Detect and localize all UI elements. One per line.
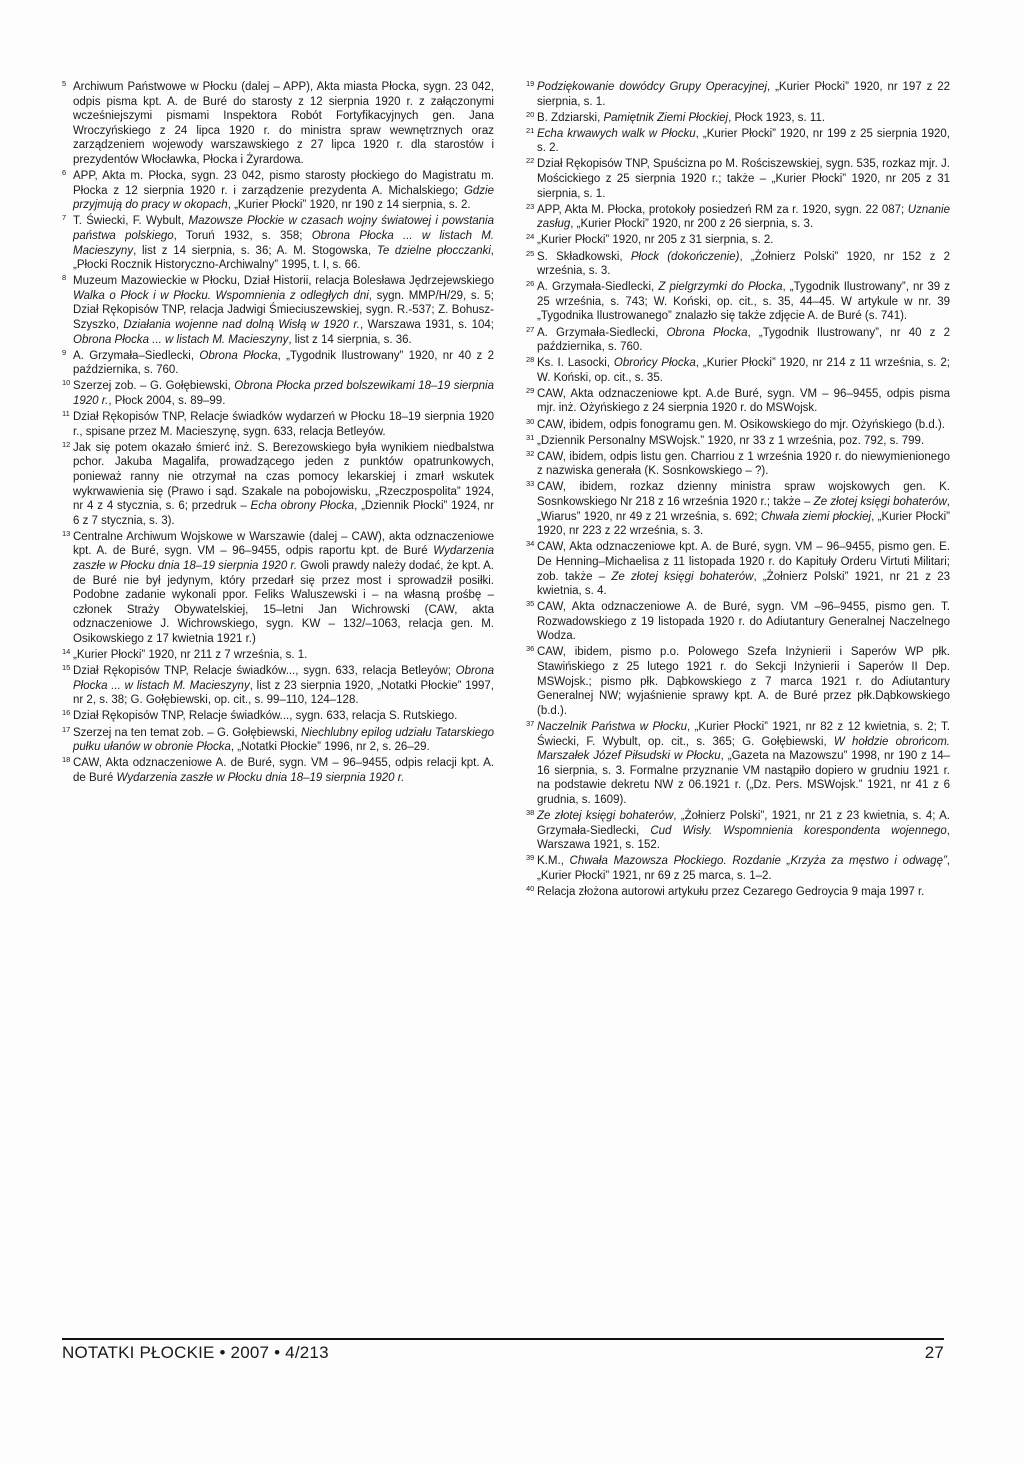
footnote-23: 23 APP, Akta M. Płocka, protokoły posiedzeń RM za r. 1920, sygn. 22 087; Uznanie zasług, „Kurier Płocki” 1920, nr 200 z 26 sierpnia, s. 3. [526, 201, 950, 231]
footnote-11: 11 Dział Rękopisów TNP, Relacje świadków wydarzeń w Płocku 18–19 sierpnia 1920 r., spisane przez M. Macieszynę, sygn. 633, relacja Betleyów. [62, 409, 494, 438]
footnote-28: 28 Ks. I. Lasocki, Obrońcy Płocka, „Kurier Płocki” 1920, nr 214 z 11 września, s. 2; W. Koński, op. cit., s. 35. [526, 355, 950, 384]
footnote-40: 40 Relacja złożona autorowi artykułu przez Cezarego Gedroycia 9 maja 1997 r. [526, 883, 925, 898]
footnote-text: CAW, ibidem, rozkaz dzienny ministra spraw wojskowych gen. K. Sosnkowskiego Nr 218 z 16 września 1920 r.; także – Ze złotej księgi bohaterów, „Wiarus” 1920, nr 49 z 21 września, s. 692; Chwała ziemi płockiej, „Kurier Płocki” 1920, nr 223 z 22 września, s. 3. [537, 481, 950, 538]
footnote-text: Centralne Archiwum Wojskowe w Warszawie (dalej – CAW), akta odznaczeniowe kpt. A. de Buré, sygn. VM – 96–9455, odpis raportu kpt. de Buré Wydarzenia zaszłe w Płocku dnia 18–19 sierpnia 1920 r. Gwoli prawdy należy dodać, że kpt. A. de Buré nie był jedynym, który przedarł się przez most i sprowadził posiłki. Podobne zadanie wykonali ppor. Feliks Waluszewski i – na własną prośbę – członek Straży Obywatelskiej, 15–letni Jan Wichrowski (CAW, akta odznaczeniowe J. Wichrowskiego, sygn. KW – 132/–1063, relacja gen. M. Osikowskiego z 17 kwietnia 1921 r.) [73, 530, 494, 645]
footnote-13: 13 Centralne Archiwum Wojskowe w Warszawie (dalej – CAW), akta odznaczeniowe kpt. A. de Buré, sygn. VM – 96–9455, odpis raportu kpt. de Buré Wydarzenia zaszłe w Płocku dnia 18–19 sierpnia 1920 r. Gwoli prawdy należy dodać, że kpt. A. de Buré nie był jedynym, który przedarł się przez most i sprowadził posiłki. Podobne zadanie wykonali ppor. Feliks Waluszewski i – na własną prośbę – członek Straży Obywatelskiej, 15–letni Jan Wichrowski (CAW, akta odznaczeniowe J. Wichrowskiego, sygn. KW – 132/–1063, relacja gen. M. Osikowskiego z 17 kwietnia 1921 r.) [62, 528, 494, 645]
footnote-17: 17 Szerzej na ten temat zob. – G. Gołębiewski, Niechlubny epilog udziału Tatarskiego pułku ułanów w obronie Płocka, „Notatki Płockie” 1996, nr 2, s. 26–29. [62, 724, 494, 754]
footnote-text: A. Grzymała-Siedlecki, Z pielgrzymki do Płocka, „Tygodnik Ilustrowany”, nr 39 z 25 września, s. 743; W. Koński, op. cit., s. 35, 44–45. W artykule w nr. 39 „Tygodnika Ilustrowanego” znalazło się także zdjęcie A. de Buré (s. 741). [537, 281, 950, 323]
footnote-text: Dział Rękopisów TNP, Relacje świadków..., sygn. 633, relacja Betleyów; Obrona Płocka ... w listach M. Macieszyny, list z 23 sierpnia 1920, „Notatki Płockie” 1997, nr 2, s. 38; G. Gołębiewski, op. cit., s. 99–110, 124–128. [73, 665, 495, 707]
footnote-text: „Kurier Płocki” 1920, nr 211 z 7 września, s. 1. [73, 649, 308, 662]
footnote-8: 8 Muzeum Mazowieckie w Płocku, Dział Historii, relacja Bolesława Jędrzejewskiego Walka o Płock i w Płocku. Wspomnienia z odległych dni, sygn. MMP/H/29, s. 5; Dział Rękopisów TNP, relacja Jadwigi Śmieciuszewskiej, sygn. R.-537; Z. Bohusz-Szyszko, Działania wojenne nad dolną Wisłą w 1920 r., Warszawa 1931, s. 104; Obrona Płocka ... w listach M. Macieszyny, list z 14 sierpnia, s. 36. [62, 273, 494, 346]
footnote-text: A. Grzymała–Siedlecki, Obrona Płocka, „Tygodnik Ilustrowany” 1920, nr 40 z 2 października, s. 760. [73, 349, 494, 377]
footnote-34: 34 CAW, Akta odznaczeniowe kpt. A. de Buré, sygn. VM – 96–9455, pismo gen. E. De Henning–Michaelisa z 11 listopada 1920 r. do Kapituły Orderu Virtuti Militari; zob. także – Ze złotej księgi bohaterów, „Żołnierz Polski” 1921, nr 21 z 23 kwietnia, s. 4. [526, 539, 950, 598]
footnote-37: 37 Naczelnik Państwa w Płocku, „Kurier Płocki” 1921, nr 82 z 12 kwietnia, s. 2; T. Świecki, F. Wybult, op. cit., s. 365; G. Gołębiewski, W hołdzie obrońcom. Marszałek Józef Piłsudski w Płocku, „Gazeta na Mazowszu” 1998, nr 190 z 14–16 sierpnia, s. 3. Formalne przyznanie VM nastąpiło dopiero w grudniu 1921 r. na podstawie dekretu NW z 06.1921 r. („Dz. Pers. MSWojsk.” 1921, nr 41 z 6 grudnia, s. 1609). [526, 718, 950, 806]
footnote-39: 39 K.M., Chwała Mazowsza Płockiego. Rozdanie „Krzyża za męstwo i odwagę”, „Kurier Płocki” 1921, nr 69 z 25 marca, s. 1–2. [526, 853, 950, 882]
footnote-text: Dział Rękopisów TNP, Spuścizna po M. Rościszewskiej, sygn. 535, rozkaz mjr. J. Mościckiego z 25 sierpnia 1920 r.; także – „Kurier Płocki” 1920, nr 205 z 31 sierpnia, s. 1. [537, 158, 950, 200]
footnote-22: 22 Dział Rękopisów TNP, Spuścizna po M. Rościszewskiej, sygn. 535, rozkaz mjr. J. Mościckiego z 25 sierpnia 1920 r.; także – „Kurier Płocki” 1920, nr 205 z 31 sierpnia, s. 1. [526, 156, 950, 200]
footnote-text: K.M., Chwała Mazowsza Płockiego. Rozdanie „Krzyża za męstwo i odwagę”, „Kurier Płocki” 1921, nr 69 z 25 marca, s. 1–2. [537, 855, 950, 882]
footnote-text: Ks. I. Lasocki, Obrońcy Płocka, „Kurier Płocki” 1920, nr 214 z 11 września, s. 2; W. Koński, op. cit., s. 35. [537, 357, 950, 384]
footnote-35: 35 CAW, Akta odznaczeniowe A. de Buré, sygn. VM –96–9455, pismo gen. T. Rozwadowskiego z 19 listopada 1920 r. do Adiutantury Generalnej Naczelnego Wodza. [526, 599, 950, 643]
footnote-text: CAW, ibidem, pismo p.o. Polowego Szefa Inżynierii i Saperów WP płk. Stawińskiego z 25 lutego 1921 r. do Sekcji Inżynierii i Saperów II Dep. MSWojsk.; pismo płk. Dąbkowskiego z 7 marca 1921 r. do Adiutantury Generalnej NW; wyjaśnienie sprawy kpt. A. de Buré przez płk.Dąbkowskiego (b.d.). [537, 646, 950, 717]
page-number: 27 [924, 1343, 944, 1362]
page-footer [62, 1338, 944, 1363]
footnote-33: 33 CAW, ibidem, rozkaz dzienny ministra spraw wojskowych gen. K. Sosnkowskiego Nr 218 z 16 września 1920 r.; także – Ze złotej księgi bohaterów, „Wiarus” 1920, nr 49 z 21 września, s. 692; Chwała ziemi płockiej, „Kurier Płocki” 1920, nr 223 z 22 września, s. 3. [526, 479, 950, 538]
footnote-25: 25 S. Składkowski, Płock (dokończenie), „Żołnierz Polski” 1920, nr 152 z 2 września, s. 3. [526, 248, 950, 278]
footnote-text: Szerzej na ten temat zob. – G. Gołębiewski, Niechlubny epilog udziału Tatarskiego pułku ułanów w obronie Płocka, „Notatki Płockie” 1996, nr 2, s. 26–29. [73, 726, 494, 754]
footnotes-left-column [62, 80, 494, 787]
footnote-text: CAW, ibidem, odpis fonogramu gen. M. Osikowskiego do mjr. Ożyńskiego (b.d.). [537, 418, 945, 431]
footnote-15: 15 Dział Rękopisów TNP, Relacje świadków..., sygn. 633, relacja Betleyów; Obrona Płocka ... w listach M. Macieszyny, list z 23 sierpnia 1920, „Notatki Płockie” 1997, nr 2, s. 38; G. Gołębiewski, op. cit., s. 99–110, 124–128. [62, 663, 495, 707]
footnote-text: Echa krwawych walk w Płocku, „Kurier Płocki” 1920, nr 199 z 25 sierpnia 1920, s. 2. [537, 127, 950, 155]
footnote-text: Archiwum Państwowe w Płocku (dalej – APP), Akta miasta Płocka, sygn. 23 042, odpis pisma kpt. A. de Buré do starosty z 12 sierpnia 1920 r. z załączonymi wcześniejszymi pismami Inspektora Robót Fortyfikacyjnych gen. Jana Wroczyńskiego z 24 lipca 1920 r. do ministra spraw wewnętrznych oraz zarządzeniem wojewody warszawskiego z 27 lipca 1920 r. dla starostów i prezydentów Włocławka, Płocka i Żyrardowa. [73, 81, 494, 166]
footnote-16: 16 Dział Rękopisów TNP, Relacje świadków..., sygn. 633, relacja S. Rutskiego. [62, 708, 458, 723]
footnote-27: 27 A. Grzymała-Siedlecki, Obrona Płocka, „Tygodnik Ilustrowany”, nr 40 z 2 października, s. 760. [526, 324, 950, 354]
footnote-10: 10 Szerzej zob. – G. Gołębiewski, Obrona Płocka przed bolszewikami 18–19 sierpnia 1920 r., Płock 2004, s. 89–99. [62, 378, 494, 407]
footnote-text: Muzeum Mazowieckie w Płocku, Dział Historii, relacja Bolesława Jędrzejewskiego Walka o Płock i w Płocku. Wspomnienia z odległych dni, sygn. MMP/H/29, s. 5; Dział Rękopisów TNP, relacja Jadwigi Śmieciuszewskiej, sygn. R.-537; Z. Bohusz-Szyszko, Działania wojenne nad dolną Wisłą w 1920 r., Warszawa 1931, s. 104; Obrona Płocka ... w listach M. Macieszyny, list z 14 sierpnia, s. 36. [73, 275, 494, 346]
footnote-19: 19 Podziękowanie dowódcy Grupy Operacyjnej, „Kurier Płocki” 1920, nr 197 z 22 sierpnia, s. 1. [526, 79, 950, 108]
footnote-text: „Dziennik Personalny MSWojsk.” 1920, nr 33 z 1 września, poz. 792, s. 799. [537, 434, 925, 447]
footnote-text: CAW, Akta odznaczeniowe kpt. A. de Buré, sygn. VM – 96–9455, pismo gen. E. De Henning–Michaelisa z 11 listopada 1920 r. do Kapituły Orderu Virtuti Militari; zob. także – Ze złotej księgi bohaterów, „Żołnierz Polski” 1921, nr 21 z 23 kwietnia, s. 4. [537, 541, 950, 598]
footnote-text: APP, Akta m. Płocka, sygn. 23 042, pismo starosty płockiego do Magistratu m. Płocka z 12 sierpnia 1920 r. i zarządzenie prezydenta A. Michalskiego; Gdzie przyjmują do pracy w okopach, „Kurier Płocki” 1920, nr 190 z 14 sierpnia, s. 2. [73, 170, 494, 212]
footnote-26: 26 A. Grzymała-Siedlecki, Z pielgrzymki do Płocka, „Tygodnik Ilustrowany”, nr 39 z 25 września, s. 743; W. Koński, op. cit., s. 35, 44–45. W artykule w nr. 39 „Tygodnika Ilustrowanego” znalazło się także zdjęcie A. de Buré (s. 741). [526, 279, 950, 323]
footnote-31: 31 „Dziennik Personalny MSWojsk.” 1920, nr 33 z 1 września, poz. 792, s. 799. [526, 432, 925, 447]
footnote-5: 5 Archiwum Państwowe w Płocku (dalej – APP), Akta miasta Płocka, sygn. 23 042, odpis pisma kpt. A. de Buré do starosty z 12 sierpnia 1920 r. z załączonymi wcześniejszymi pismami Inspektora Robót Fortyfikacyjnych gen. Jana Wroczyńskiego z 24 lipca 1920 r. do ministra spraw wewnętrznych oraz zarządzeniem wojewody warszawskiego z 27 lipca 1920 r. dla starostów i prezydentów Włocławka, Płocka i Żyrardowa. [62, 79, 494, 166]
footnote-text: B. Zdziarski, Pamiętnik Ziemi Płockiej, Płock 1923, s. 11. [537, 111, 826, 124]
footnote-text: Dział Rękopisów TNP, Relacje świadków..., sygn. 633, relacja S. Rutskiego. [73, 710, 458, 723]
footnote-7: 7 T. Świecki, F. Wybult, Mazowsze Płockie w czasach wojny światowej i powstania państwa polskiego, Toruń 1932, s. 358; Obrona Płocka ... w listach M. Macieszyny, list z 14 sierpnia, s. 36; A. M. Stogowska, Te dzielne płocczanki, „Płocki Rocznik Historyczno-Archiwalny” 1995, t. I, s. 66. [62, 213, 495, 272]
footnote-text: Podziękowanie dowódcy Grupy Operacyjnej, „Kurier Płocki” 1920, nr 197 z 22 sierpnia, s. 1. [537, 81, 950, 108]
footnote-29: 29 CAW, Akta odznaczeniowe kpt. A.de Buré, sygn. VM – 96–9455, odpis pisma mjr. inż. Ożyńskiego z 24 sierpnia 1920 r. do MSWojsk. [526, 385, 950, 415]
footnote-text: CAW, Akta odznaczeniowe A. de Buré, sygn. VM – 96–9455, odpis relacji kpt. A. de Buré Wydarzenia zaszłe w Płocku dnia 18–19 sierpnia 1920 r. [73, 757, 494, 784]
footnote-text: Jak się potem okazało śmierć inż. S. Berezowskiego była wynikiem niedbalstwa pchor. Jakuba Magalifa, prowadzącego jeden z punktów opatrunkowych, ponieważ ranny nie otrzymał na czas pomocy lekarskiej i zmarł wskutek wykrwawienia się (Prawo i sąd. Szakale na pobojowisku, „Rzeczpospolita” 1924, nr 4 z 4 stycznia, s. 6; przedruk – Echa obrony Płocka, „Dziennik Płocki” 1924, nr 6 z 7 stycznia, s. 3). [73, 441, 494, 527]
footnote-text: S. Składkowski, Płock (dokończenie), „Żołnierz Polski” 1920, nr 152 z 2 września, s. 3. [537, 250, 950, 278]
footnote-21: 21 Echa krwawych walk w Płocku, „Kurier Płocki” 1920, nr 199 z 25 sierpnia 1920, s. 2. [526, 125, 950, 155]
footnote-38: 38 Ze złotej księgi bohaterów, „Żołnierz Polski”, 1921, nr 21 z 23 kwietnia, s. 4; A. Grzymała-Siedlecki, Cud Wisły. Wspomnienia korespondenta wojennego, Warszawa 1921, s. 152. [526, 808, 950, 852]
footnote-12: 12 Jak się potem okazało śmierć inż. S. Berezowskiego była wynikiem niedbalstwa pchor. Jakuba Magalifa, prowadzącego jeden z punktów opatrunkowych, ponieważ ranny nie otrzymał na czas pomocy lekarskiej i zmarł wskutek wykrwawienia się (Prawo i sąd. Szakale na pobojowisku, „Rzeczpospolita” 1924, nr 4 z 4 stycznia, s. 6; przedruk – Echa obrony Płocka, „Dziennik Płocki” 1924, nr 6 z 7 stycznia, s. 3). [62, 439, 494, 527]
footnote-text: „Kurier Płocki” 1920, nr 205 z 31 sierpnia, s. 2. [537, 234, 774, 247]
footnote-6: 6 APP, Akta m. Płocka, sygn. 23 042, pismo starosty płockiego do Magistratu m. Płocka z 12 sierpnia 1920 r. i zarządzenie prezydenta A. Michalskiego; Gdzie przyjmują do pracy w okopach, „Kurier Płocki” 1920, nr 190 z 14 sierpnia, s. 2. [62, 168, 494, 212]
footnotes-right-column [526, 80, 950, 901]
footnote-text: Relacja złożona autorowi artykułu przez Cezarego Gedroycia 9 maja 1997 r. [537, 885, 925, 898]
footnote-text: CAW, Akta odznaczeniowe kpt. A.de Buré, sygn. VM – 96–9455, odpis pisma mjr. inż. Ożyńskiego z 24 sierpnia 1920 r. do MSWojsk. [537, 387, 950, 415]
footnote-text: CAW, ibidem, odpis listu gen. Charriou z 1 września 1920 r. do niewymienionego z nazwiska generała (K. Sosnkowskiego – ?). [537, 450, 950, 478]
footnote-30: 30 CAW, ibidem, odpis fonogramu gen. M. Osikowskiego do mjr. Ożyńskiego (b.d.). [526, 416, 945, 431]
footnote-9: 9 A. Grzymała–Siedlecki, Obrona Płocka, „Tygodnik Ilustrowany” 1920, nr 40 z 2 października, s. 760. [62, 347, 494, 377]
footnote-text: Ze złotej księgi bohaterów, „Żołnierz Polski”, 1921, nr 21 z 23 kwietnia, s. 4; A. Grzymała-Siedlecki, Cud Wisły. Wspomnienia korespondenta wojennego, Warszawa 1921, s. 152. [537, 810, 950, 852]
footnote-text: CAW, Akta odznaczeniowe A. de Buré, sygn. VM –96–9455, pismo gen. T. Rozwadowskiego z 19 listopada 1920 r. do Adiutantury Generalnej Naczelnego Wodza. [537, 601, 950, 643]
footnote-text: Naczelnik Państwa w Płocku, „Kurier Płocki” 1921, nr 82 z 12 kwietnia, s. 2; T. Świecki, F. Wybult, op. cit., s. 365; G. Gołębiewski, W hołdzie obrońcom. Marszałek Józef Piłsudski w Płocku, „Gazeta na Mazowszu” 1998, nr 190 z 14–16 sierpnia, s. 3. Formalne przyznanie VM nastąpiło dopiero w grudniu 1921 r. na podstawie dekretu NW z 06.1921 r. („Dz. Pers. MSWojsk.” 1921, nr 41 z 6 grudnia, s. 1609). [537, 720, 950, 806]
footnote-text: Szerzej zob. – G. Gołębiewski, Obrona Płocka przed bolszewikami 18–19 sierpnia 1920 r., Płock 2004, s. 89–99. [73, 380, 494, 407]
footnote-text: Dział Rękopisów TNP, Relacje świadków wydarzeń w Płocku 18–19 sierpnia 1920 r., spisane przez M. Macieszynę, sygn. 633, relacja Betleyów. [73, 411, 494, 438]
footnote-text: A. Grzymała-Siedlecki, Obrona Płocka, „Tygodnik Ilustrowany”, nr 40 z 2 października, s. 760. [537, 326, 950, 354]
footnote-14: 14 „Kurier Płocki” 1920, nr 211 z 7 września, s. 1. [62, 647, 308, 662]
footnote-20: 20 B. Zdziarski, Pamiętnik Ziemi Płockiej, Płock 1923, s. 11. [526, 109, 826, 124]
footnote-text: APP, Akta M. Płocka, protokoły posiedzeń RM za r. 1920, sygn. 22 087; Uznanie zasług, „Kurier Płocki” 1920, nr 200 z 26 sierpnia, s. 3. [537, 203, 950, 231]
journal-title: NOTATKI PŁOCKIE • 2007 • 4/213 [62, 1343, 329, 1362]
footnote-18: 18 CAW, Akta odznaczeniowe A. de Buré, sygn. VM – 96–9455, odpis relacji kpt. A. de Buré Wydarzenia zaszłe w Płocku dnia 18–19 sierpnia 1920 r. [62, 755, 494, 784]
footnote-text: T. Świecki, F. Wybult, Mazowsze Płockie w czasach wojny światowej i powstania państwa polskiego, Toruń 1932, s. 358; Obrona Płocka ... w listach M. Macieszyny, list z 14 sierpnia, s. 36; A. M. Stogowska, Te dzielne płocczanki, „Płocki Rocznik Historyczno-Archiwalny” 1995, t. I, s. 66. [73, 215, 495, 272]
footnote-32: 32 CAW, ibidem, odpis listu gen. Charriou z 1 września 1920 r. do niewymienionego z nazwiska generała (K. Sosnkowskiego – ?). [526, 448, 950, 478]
footnote-24: 24 „Kurier Płocki” 1920, nr 205 z 31 sierpnia, s. 2. [526, 232, 774, 247]
footnote-36: 36 CAW, ibidem, pismo p.o. Polowego Szefa Inżynierii i Saperów WP płk. Stawińskiego z 25 lutego 1921 r. do Sekcji Inżynierii i Saperów II Dep. MSWojsk.; pismo płk. Dąbkowskiego z 7 marca 1921 r. do Adiutantury Generalnej NW; wyjaśnienie sprawy kpt. A. de Buré przez płk.Dąbkowskiego (b.d.). [526, 644, 950, 717]
